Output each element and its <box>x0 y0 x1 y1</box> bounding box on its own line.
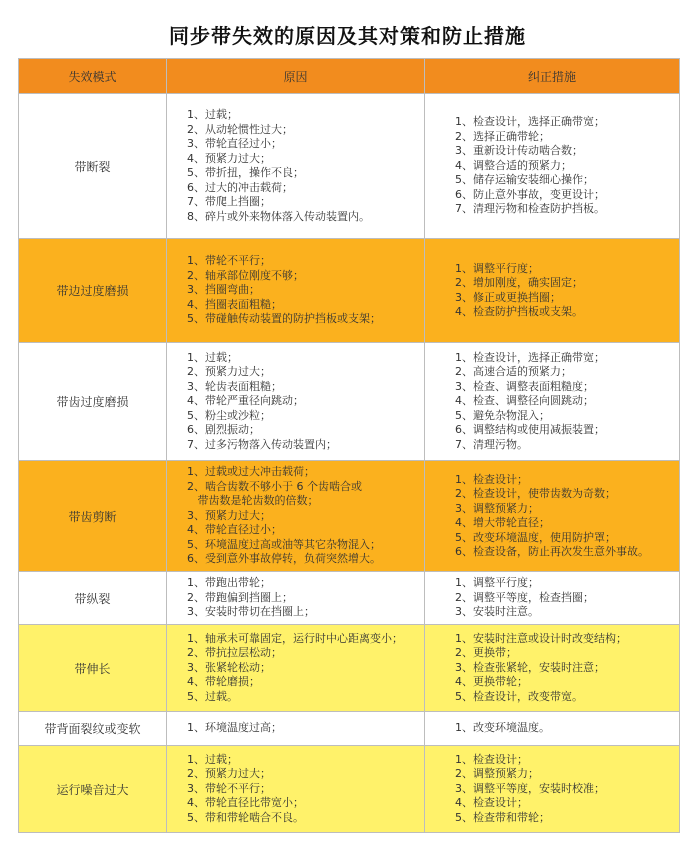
list-item: 7、带爬上挡圈； <box>187 195 271 208</box>
list-item: 4、带轮直径过小； <box>187 523 282 537</box>
list-item: 5、储存运输安装细心操作； <box>455 173 594 187</box>
list-item: 6、剧烈振动； <box>187 423 260 437</box>
list-item: 5、改变环境温度，使用防护罩； <box>455 530 616 544</box>
failure-mode-cell: 带边过度磨损 <box>19 239 167 343</box>
cause-cell <box>167 94 425 239</box>
list-item: 2、检查设计，使带齿数为奇数； <box>455 487 616 500</box>
list-item: 2、带跑偏到挡圈上； <box>187 590 293 604</box>
list-item: 1、环境温度过高； <box>187 721 282 735</box>
list-item: 3、检查张紧轮，安装时注意； <box>455 660 605 674</box>
list-item: 5、粉尘或沙粒； <box>187 408 271 422</box>
list-item: 3、轮齿表面粗糙； <box>187 379 282 393</box>
list-item: 4、预紧力过大； <box>187 151 271 165</box>
cause-list <box>167 632 424 705</box>
fix-cell <box>425 625 680 712</box>
fix-list <box>425 753 679 826</box>
fix-cell <box>425 572 680 625</box>
list-item: 5、环境温度过高或油等其它杂物混入； <box>187 537 381 551</box>
list-item: 5、避免杂物混入； <box>455 408 550 422</box>
cause-list <box>167 108 424 224</box>
list-item: 2、更换带； <box>455 646 517 660</box>
list-item: 4、增大带轮直径； <box>455 516 550 529</box>
list-item: 7、清理污物和检查防护挡板。 <box>455 202 605 216</box>
failure-mode-cell: 运行噪音过大 <box>19 746 167 833</box>
fix-cell <box>425 343 680 461</box>
list-item: 1、轴承未可靠固定，运行时中心距离变小； <box>187 631 403 645</box>
list-item: 1、安装时注意或设计时改变结构； <box>455 631 627 645</box>
list-item: 5、过载。 <box>187 689 238 703</box>
fix-list <box>425 262 679 320</box>
list-item: 3、检查、调整表面粗糙度； <box>455 379 594 393</box>
list-item: 1、检查设计，选择正确带宽； <box>455 115 605 129</box>
failure-mode-cell: 带背面裂纹或变软 <box>19 712 167 746</box>
list-item: 2、带抗拉层松动； <box>187 646 282 660</box>
list-item: 2、调整预紧力； <box>455 767 539 781</box>
list-item: 5、检查带和带轮； <box>455 810 550 824</box>
header-failure-mode: 失效模式 <box>19 59 167 94</box>
list-item: 6、检查设备，防止再次发生意外事故。 <box>455 545 649 558</box>
list-item: 4、带轮磨损； <box>187 675 260 689</box>
list-item: 1、调整平行度； <box>455 576 539 590</box>
cause-cell <box>167 712 425 746</box>
fix-cell <box>425 461 680 572</box>
fix-cell <box>425 94 680 239</box>
list-item: 带齿数是轮齿数的倍数； <box>187 494 319 508</box>
list-item: 3、带轮直径过小； <box>187 137 282 150</box>
fix-list <box>425 632 679 705</box>
cause-cell <box>167 461 425 572</box>
table-row <box>19 746 680 833</box>
list-item: 5、带折扭，操作不良； <box>187 166 304 179</box>
list-item: 1、带轮不平行； <box>187 254 271 268</box>
list-item: 2、从动轮惯性过大； <box>187 122 293 136</box>
list-item: 4、调整合适的预紧力； <box>455 158 572 172</box>
failure-table <box>18 58 680 833</box>
fix-cell <box>425 712 680 746</box>
header-row <box>19 59 680 94</box>
list-item: 1、改变环境温度。 <box>455 721 550 735</box>
cause-cell <box>167 239 425 343</box>
list-item: 1、检查设计； <box>455 472 528 486</box>
cause-list <box>167 753 424 826</box>
list-item: 3、挡圈弯曲； <box>187 283 260 297</box>
list-item: 1、带跑出带轮； <box>187 576 271 590</box>
list-item: 2、增加刚度，确实固定； <box>455 276 583 289</box>
list-item: 4、带轮直径比带宽小； <box>187 796 304 810</box>
list-item: 2、选择正确带轮； <box>455 129 550 143</box>
table-row <box>19 572 680 625</box>
cause-list <box>167 465 424 567</box>
list-item: 6、过大的冲击载荷； <box>187 180 293 194</box>
failure-mode-cell: 带伸长 <box>19 625 167 712</box>
list-item: 1、过载或过大冲击载荷； <box>187 465 315 479</box>
list-item: 1、过载； <box>187 108 238 121</box>
list-item: 3、修正或更换挡圈； <box>455 290 561 304</box>
table-row <box>19 94 680 239</box>
table-row <box>19 343 680 461</box>
list-item: 4、挡圈表面粗糙； <box>187 297 282 311</box>
cause-list <box>167 254 424 327</box>
cause-list <box>167 576 424 620</box>
list-item: 3、张紧轮松动； <box>187 660 271 674</box>
header-cause: 原因 <box>167 59 425 94</box>
list-item: 6、调整结构或使用减振装置； <box>455 423 605 437</box>
list-item: 6、受到意外事故停转，负荷突然增大。 <box>187 552 381 566</box>
list-item: 3、安装时带切在挡圈上； <box>187 605 315 619</box>
list-item: 2、轴承部位刚度不够； <box>187 268 304 282</box>
list-item: 1、调整平行度； <box>455 261 539 275</box>
fix-list <box>425 351 679 453</box>
list-item: 2、啮合齿数不够小于 6 个齿啮合或 <box>187 479 362 493</box>
fix-list <box>425 473 679 560</box>
header-fix: 纠正措施 <box>425 59 680 94</box>
cause-cell <box>167 625 425 712</box>
list-item: 5、检查设计，改变带宽。 <box>455 689 583 703</box>
list-item: 7、清理污物。 <box>455 437 528 451</box>
fix-cell <box>425 239 680 343</box>
list-item: 3、调整预紧力； <box>455 501 539 515</box>
list-item: 1、检查设计，选择正确带宽； <box>455 350 605 364</box>
list-item: 2、预紧力过大； <box>187 767 271 781</box>
list-item: 4、带轮严重径向跳动； <box>187 394 304 408</box>
list-item: 1、检查设计； <box>455 752 528 766</box>
list-item: 4、检查防护挡板或支架。 <box>455 305 583 318</box>
cause-cell <box>167 343 425 461</box>
failure-mode-cell: 带齿过度磨损 <box>19 343 167 461</box>
list-item: 3、预紧力过大； <box>187 508 271 522</box>
fix-list <box>425 115 679 217</box>
list-item: 2、高速合适的预紧力； <box>455 365 572 379</box>
list-item: 3、调整平等度，安装时校准； <box>455 781 605 795</box>
fix-list <box>425 576 679 620</box>
page-title: 同步带失效的原因及其对策和防止措施 <box>169 24 526 48</box>
failure-mode-cell: 带断裂 <box>19 94 167 239</box>
list-item: 5、带和带轮啮合不良。 <box>187 810 304 824</box>
list-item: 1、过载； <box>187 752 238 766</box>
fix-list <box>425 721 679 736</box>
failure-mode-cell: 带齿剪断 <box>19 461 167 572</box>
cause-list <box>167 721 424 736</box>
table-row <box>19 461 680 572</box>
list-item: 6、防止意外事故，变更设计； <box>455 187 605 201</box>
list-item: 3、安装时注意。 <box>455 605 539 619</box>
list-item: 3、重新设计传动啮合数； <box>455 144 583 158</box>
fix-cell <box>425 746 680 833</box>
table-row <box>19 625 680 712</box>
table-row <box>19 712 680 746</box>
cause-cell <box>167 746 425 833</box>
list-item: 7、过多污物落入传动装置内； <box>187 437 337 451</box>
table-row <box>19 239 680 343</box>
list-item: 3、带轮不平行； <box>187 781 271 795</box>
cause-list <box>167 351 424 453</box>
list-item: 4、检查、调整径向圆跳动； <box>455 394 594 408</box>
list-item: 4、检查设计； <box>455 796 528 810</box>
list-item: 1、过载； <box>187 350 238 364</box>
list-item: 2、预紧力过大； <box>187 365 271 379</box>
list-item: 8、碎片或外来物体落入传动装置内。 <box>187 209 370 223</box>
list-item: 5、带碰触传动装置的防护挡板或支架； <box>187 312 381 326</box>
failure-mode-cell: 带纵裂 <box>19 572 167 625</box>
list-item: 2、调整平等度，检查挡圈； <box>455 590 594 604</box>
cause-cell <box>167 572 425 625</box>
list-item: 4、更换带轮； <box>455 675 528 689</box>
